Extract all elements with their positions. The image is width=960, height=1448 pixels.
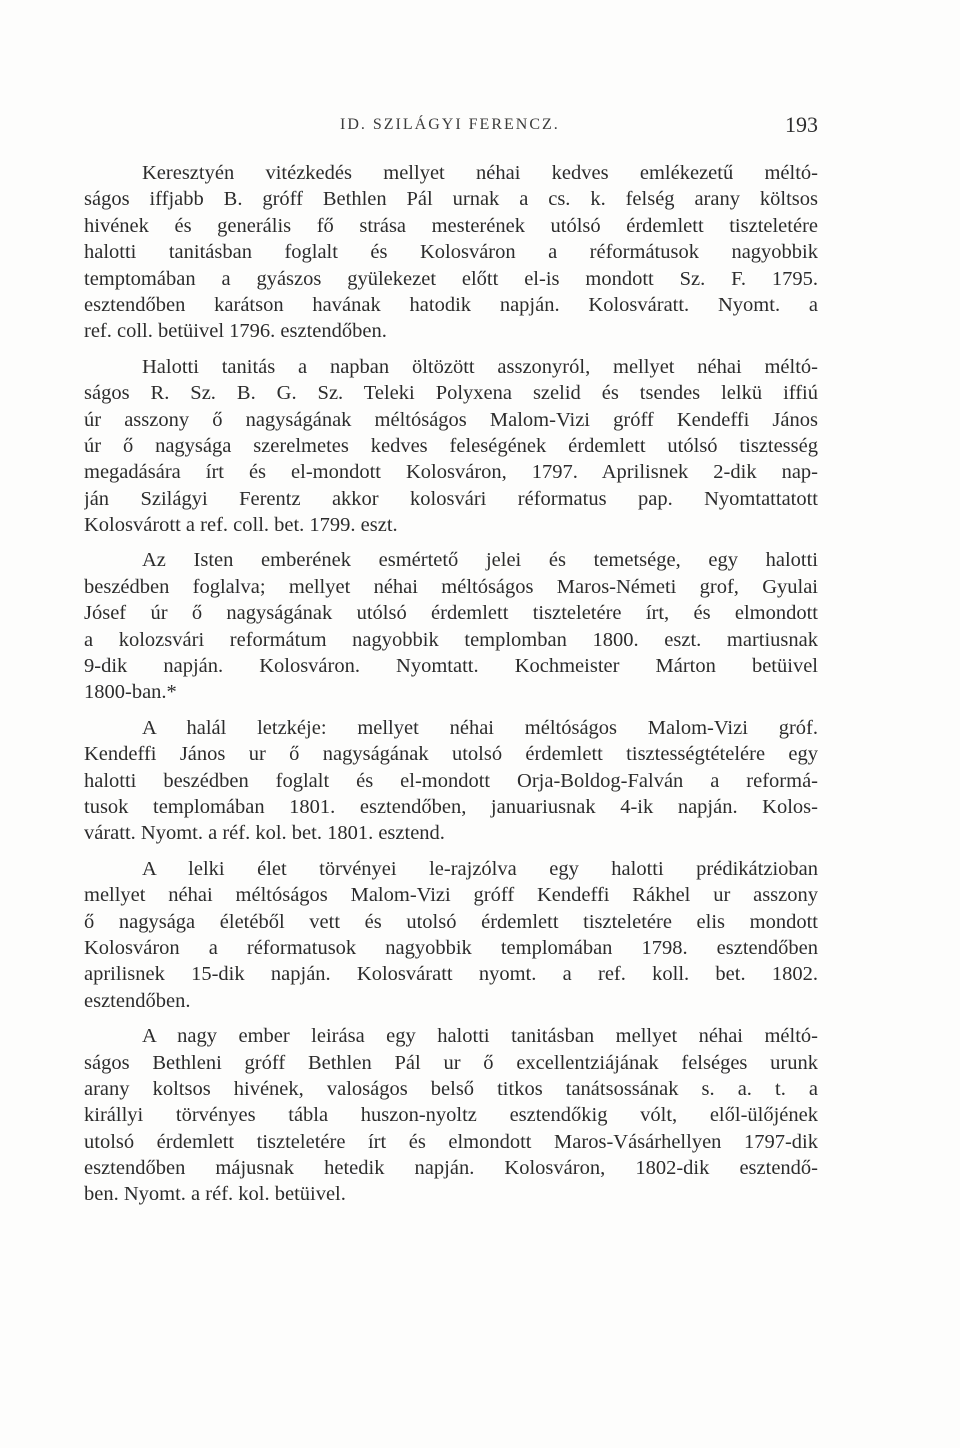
text-line: megadására írt és el-mondott Kolosváron, 1797. Aprilisnek 2-dik nap- (84, 461, 818, 484)
text-line: ságos R. Sz. B. G. Sz. Teleki Polyxena szelid és tsendes lelkü iffiú (84, 382, 818, 405)
text-line: A halál letzkéje: mellyet néhai méltóságos Malom-Vizi gróf. (142, 716, 818, 739)
text-line: mellyet néhai méltóságos Malom-Vizi gróff Kendeffi Rákhel ur asszony (84, 884, 818, 907)
text-line: a kolozsvári reformátum nagyobbik templomban 1800. eszt. martiusnak (84, 628, 818, 651)
bibliography-entry (84, 547, 818, 705)
text-line: tusok templomában 1801. esztendőben, januariusnak 4-ik napján. Kolos- (84, 795, 818, 818)
bibliography-entry (84, 715, 818, 847)
text-line: hivének és generális fő strása mesterének utólsó érdemlett tiszteletére (84, 214, 818, 237)
text-line: ben. Nyomt. a réf. kol. betüivel. (84, 1183, 346, 1206)
text-line: esztendőben karátson havának hatodik napján. Kolosváratt. Nyomt. a (84, 293, 818, 316)
text-line: esztendőben. (84, 989, 191, 1012)
text-line: Kolosváron a réformatusok nagyobbik templomában 1798. esztendőben (84, 936, 818, 959)
text-line: beszédben foglalva; mellyet néhai méltóságos Maros-Németi grof, Gyulai (84, 575, 818, 598)
text-body (84, 160, 818, 1217)
running-head: ID. SZILÁGYI FERENCZ. (340, 116, 560, 133)
text-line: úr asszony ő nagyságának méltóságos Malom-Vizi gróff Kendeffi János (84, 408, 818, 431)
text-line: Halotti tanitás a napban öltözött asszonyról, mellyet néhai méltó- (142, 355, 818, 378)
text-line: úr ő nagysága szerelmetes kedves feleségének érdemlett utólsó tisztesség (84, 434, 818, 457)
text-line: királlyi törvényes tábla huszon-nyoltz esztendőkig vólt, elől-ülőjének (84, 1104, 818, 1127)
text-line: halotti beszédben foglalt és el-mondott Orja-Boldog-Falván a reformá- (84, 769, 818, 792)
text-line: Kendeffi János ur ő nagyságának utolsó érdemlett tisztességtételére egy (84, 743, 818, 766)
text-line: temptomában a gyászos gyülekezet előtt el-is mondott Sz. F. 1795. (84, 267, 818, 290)
text-line: ref. coll. betüivel 1796. esztendőben. (84, 320, 387, 343)
text-line: 9-dik napján. Kolosváron. Nyomtatt. Kochmeister Márton betüivel (84, 655, 818, 678)
bibliography-entry (84, 354, 818, 539)
bibliography-entry (84, 1023, 818, 1208)
text-line: ságos iffjabb B. gróff Bethlen Pál urnak a cs. k. felség arany költsos (84, 188, 818, 211)
text-line: esztendőben májusnak hetedik napján. Kolosváron, 1802-dik esztendő- (84, 1157, 818, 1180)
text-line: ján Szilágyi Ferentz akkor kolosvári réformatus pap. Nyomtattatott (84, 487, 818, 510)
text-line: Keresztyén vitézkedés mellyet néhai kedves emlékezetű méltó- (142, 162, 818, 184)
text-line: utolsó érdemlett tiszteletére írt és elmondott Maros-Vásárhellyen 1797-dik (84, 1130, 818, 1153)
text-line: ő nagysága életéből vett és utolsó érdemlett tiszteletére elis mondott (84, 910, 818, 933)
page-number: 193 (785, 112, 818, 137)
text-line: váratt. Nyomt. a réf. kol. bet. 1801. esztend. (84, 822, 445, 845)
bibliography-entry (84, 856, 818, 1014)
text-line: Jósef úr ő nagyságának utólsó érdemlett tiszteletére írt, és elmondott (84, 602, 818, 625)
text-line: aprilisnek 15-dik napján. Kolosváratt nyomt. a ref. koll. bet. 1802. (84, 963, 818, 986)
text-line: ságos Bethleni gróff Bethlen Pál ur ő excellentziájának felséges urunk (84, 1051, 818, 1074)
text-line: arany koltsos hivének, valoságos belső titkos tanátsossának s. a. t. a (84, 1077, 818, 1100)
text-line: Kolosvárott a ref. coll. bet. 1799. eszt. (84, 514, 398, 537)
text-line: A nagy ember leirása egy halotti tanitásban mellyet néhai méltó- (142, 1025, 818, 1048)
text-line: halotti tanitásban foglalt és Kolosváron a réformátusok nagyobbik (84, 241, 818, 264)
text-line: 1800-ban.* (84, 681, 177, 704)
text-line: Az Isten emberének esmértető jelei és temetsége, egy halotti (142, 549, 818, 572)
bibliography-entry (84, 160, 818, 345)
text-line: A lelki élet törvényei le-rajzólva egy halotti prédikátzioban (142, 857, 818, 880)
